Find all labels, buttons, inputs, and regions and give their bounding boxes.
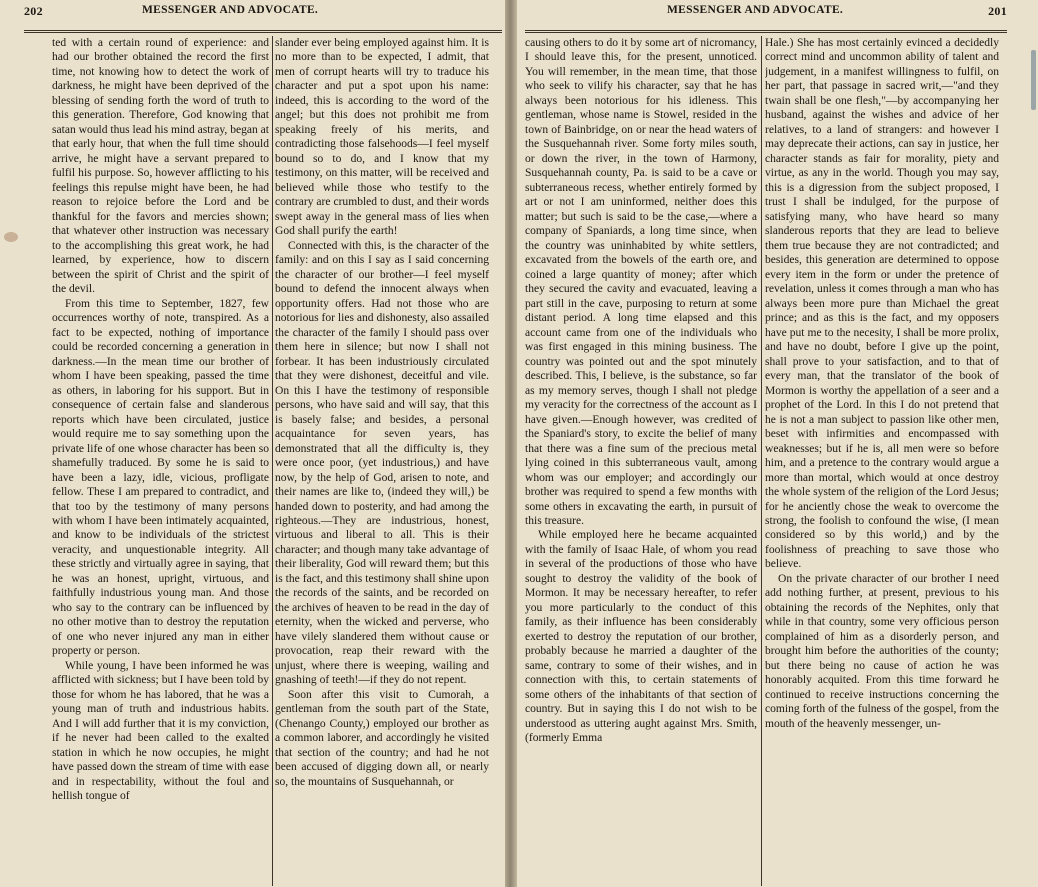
paragraph: Hale.) She has most certainly evinced a decidedly correct mind and uncommon ability of talent and judgement, in a manifest willingness to fulfil, on her part, that passage in sacred writ,—"and they twain shall be one flesh,"—by accompanying her husband, against the wishes and advice of her relatives, to a land of strangers: and however I may deprecate their actions, can say in justice, her character stands as fair for morality, piety and virtue, as any in the world. Though you may say, this is a digression from the subject proposed, I trust I shall be indulged, for the purpose of satisfying many, who have heard so many slanderous reports that they are lead to believe them true because they are not contradicted; and besides, this generation are determined to oppose every item in the form or under the pretence of revelation, unless it comes through a man who has always been more pure than Michael the great prince; and as this is the fact, and my opposers have put me to the necesity, I shall be more prolix, and have no doubt, before I give up the point, shall prove to your satisfaction, and to that of every man, that the translator of the book of Mormon is worthy the appellation of a seer and a prophet of the Lord. In this I do not pretend that he is not a man subject to passion like other men, beset with infirmities and encompassed with weaknesses; but if he is, all men were so before him, and a pretence to the contrary would argue a more than mortal, which would at once destroy the whole system of the religion of the Lord Jesus; for he anciently chose the weak to overcome the strong, the foolish to confound the wise, (I mean considered so by this world,) and by the foolishness of preaching to save those who believe.: [765, 37, 999, 571]
right-page-header: [545, 4, 1007, 22]
left-running-title: MESSENGER AND ADVOCATE.: [142, 4, 319, 16]
left-page-number: 202: [24, 4, 43, 18]
right-column-1: [525, 36, 757, 886]
left-column-1: [52, 36, 269, 886]
right-running-title: MESSENGER AND ADVOCATE.: [667, 4, 844, 16]
paragraph: From this time to September, 1827, few occurrences worthy of note, transpired. As a fact to be expected, nothing of importance could be recorded concerning a generation in darkness.—In the mean time our brother of whom I have been speaking, passed the time as others, in laboring for his support. But in consequence of certain false and slanderous reports which have been circulated, justice would require me to say something upon the private life of one whose character has been so shamefully traduced. By some he is said to have been a lazy, idle, vicious, profligate fellow. These I am prepared to contradict, and that too by the testimony of many persons with whom I have been intimately acquainted, and know to be individuals of the strictest veracity, and unquestionable integrity. All these strictly and virtually agree in saying, that he was an honest, upright, virtuous, and faithfully industrious young man. And those who say to the contrary can be influenced by no other motive than to destroy the reputation of one who never injured any man in either property or person.: [52, 297, 269, 658]
paragraph: On the private character of our brother I need add nothing further, at present, previous to his obtaining the records of the Nephites, only that while in that country, some very officious person complained of him as a disorderly person, and brought him before the authorities of the county; but there being no cause of action he was honorably acquited. From this time forward he continued to receive instructions concerning the coming forth of the fulness of the gospel, from the mouth of the heavenly messenger, un-: [765, 572, 999, 730]
paragraph: slander ever being employed against him. It is no more than to be expected, I admit, that men of corrupt hearts will try to traduce his character and put a spot upon his name: indeed, this is according to the word of the angel; but this does not prohibit me from speaking freely of his merits, and contradicting those falsehoods—I feel myself bound so to do, and I know that my testimony, on this matter, will be received and believed while those who testify to the contrary are crumbled to dust, and their words swept away in the general mass of lies when God shall purify the earth!: [275, 37, 489, 238]
right-page-number: 201: [988, 4, 1007, 18]
right-column-divider: [761, 36, 762, 886]
paragraph: Soon after this visit to Cumorah, a gentleman from the south part of the State, (Chenango County,) employed our brother as a common laborer, and accordingly he visited that section of the country; and had he not been accused of digging down all, or nearly so, the mountains of Susquehannah, or: [275, 688, 489, 788]
paragraph: causing others to do it by some art of nicromancy, I should leave this, for the present, unnoticed. You will remember, in the mean time, that those who seek to vilify his character, say that he has always been notorious for his idleness. This gentleman, whose name is Stowel, resided in the town of Bainbridge, on or near the head waters of the Susquehannah river. Some forty miles south, or down the river, in the town of Harmony, Susquehannah county, Pa. is said to be a cave or subterraneous recess, whether entirely formed by art or not I am uninformed, neither does this matter; but such is said to be the case,—where a company of Spaniards, a long time since, when the country was uninhabited by white settlers, excavated from the bowels of the earth ore, and coined a large quantity of money; after which they secured the cavity and evacuated, leaving a part still in the cave, purposing to return at some distant period. A long time elapsed and this account came from one of the individuals who was first engaged in this mining business. The country was pointed out and the spot minutely described. This, I believe, is the substance, so far as my memory serves, though I shall not pledge my veracity for the correctness of the account as I have given.—Enough however, was credited of the Spaniard's story, to excite the belief of many that there was a fine sum of the precious metal lying coined in this subterraneous vault, among whom was our employer; and accordingly our brother was required to spend a few months with some others in excavating the earth, in pursuit of this treasure.: [525, 37, 757, 527]
page-edge-mark: [1031, 50, 1036, 110]
left-column-2: [275, 36, 489, 886]
left-column-divider: [272, 36, 273, 886]
paragraph: ted with a certain round of experience: and had our brother obtained the record the first time, not knowing how to detect the work of darkness, he might have been deprived of the blessing of sending forth the word of truth to this generation. Therefore, God knowing that satan would thus lead his mind astray, began at that early hour, that when the full time should arrive, he might have a servant prepared to fulfil his purpose. So, however afflicting to his feelings this repulse might have been, he had reason to rejoice before the Lord and be thankful for the favors and mercies shown; that whatever other instruction was necessary to the accomplishing this great work, he had learned, by experience, how to discern between the spirit of Christ and the spirit of the devil.: [52, 37, 269, 296]
left-page-header: [24, 4, 502, 22]
paragraph: While employed here he became acquainted with the family of Isaac Hale, of whom you read in several of the productions of those who have sought to destroy the validity of the book of Mormon. It may be necessary hereafter, to refer you more particularly to the conduct of this family, as their influence has been considerably exerted to destroy the reputation of our brother, probably because he married a daughter of the same, contrary to some of their wishes, and in connection with this, to certain statements of some others of the inhabitants of that section of country. But in saying this I do not wish to be understood as uttering aught against Mrs. Smith, (formerly Emma: [525, 529, 757, 745]
book-gutter: [505, 0, 517, 887]
paper-stain: [4, 232, 18, 242]
paragraph: While young, I have been informed he was afflicted with sickness; but I have been told by those for whom he has labored, that he was a young man of truth and industrious habits. And I will add further that it is my conviction, if he never had been called to the exalted station in which he now occupies, he might have passed down the stream of time with ease and in respectability, without the foul and hellish tongue of: [52, 659, 269, 803]
left-page: [0, 0, 505, 887]
right-column-2: [765, 36, 999, 886]
paragraph: Connected with this, is the character of the family: and on this I say as I said concerning the character of our brother—I feel myself bound to defend the innocent always when opportunity offers. Had not those who are notorious for lies and dishonesty, also assailed the character of the family I should pass over them here in silence; but now I shall not forbear. It has been industriously circulated that they were dishonest, deceitful and vile. On this I have the testimony of responsible persons, who have said and will say, that this is basely false; and besides, a personal acquaintance for seven years, has demonstrated that all the difficulty is, they were once poor, (yet industrious,) and have now, by the help of God, arisen to note, and their names are like to, (indeed they will,) be handed down to posterity, and had among the righteous.—They are industrious, honest, virtuous and liberal to all. This is their character; and though many take advantage of their liberality, God will reward them; but this is the fact, and this testimony shall shine upon the records of the saints, and be recorded on the archives of heaven to be read in the day of eternity, when the wicked and perverse, who have vilely slandered them without cause or provocation, reap their reward with the unjust, where there is weeping, wailing and gnashing of teeth!—if they do not repent.: [275, 239, 489, 687]
right-page: [517, 0, 1038, 887]
left-header-rule: [24, 30, 502, 33]
right-header-rule: [525, 30, 1007, 33]
